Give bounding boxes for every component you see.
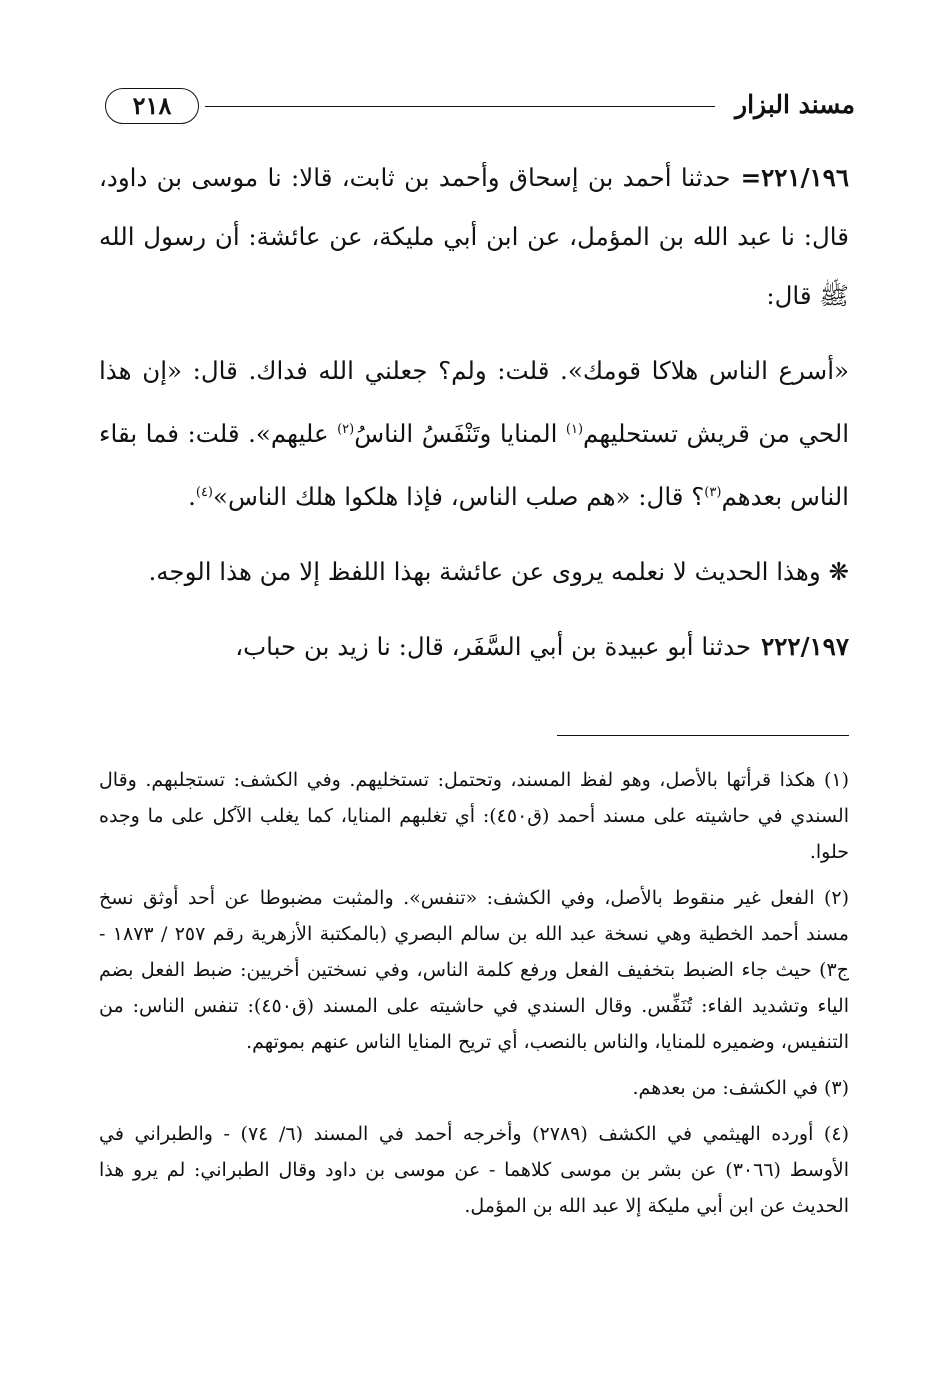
footnote: (٣) في الكشف: من بعدهم.	[632, 1077, 849, 1099]
matn-text: «أسرع الناس هلاكا قومك». قلت: ولم؟ جعلني الله فداك. قال: «إن هذا الحي من قريش تستحليهم	[99, 356, 850, 449]
footnote: (١) هكذا قرأتها بالأصل، وهو لفظ المسند، وتحتمل: تستخليهم. وفي الكشف: تستجلبهم. وقال السندي في حاشيته على مسند أحمد (ق٤٥٠): أي تغلبهم المنايا، كما يغلب الآكل على ما وجده حلوا.	[99, 769, 849, 863]
matn-text: المنايا وتَنْفَسُ الناسُ	[354, 419, 566, 449]
header-rule	[205, 106, 715, 107]
footnote-ref: (٢)	[337, 422, 355, 437]
editor-comment: ❋ وهذا الحديث لا نعلمه يروى عن عائشة بهذا اللفظ إلا من هذا الوجه.	[148, 557, 849, 587]
hadith-number: ٢٢١/١٩٦=	[740, 163, 849, 192]
matn-text: عليهم». قلت: فما بقاء الناس بعدهم	[99, 419, 849, 512]
footnote: (٤) أورده الهيثمي في الكشف (٢٧٨٩) وأخرجه أحمد في المسند (٦/ ٧٤) - والطبراني في الأوسط (٣٠٦٦) عن بشر بن موسى كلاهما - عن موسى بن داود وقال الطبراني: لم يرو هذا الحديث عن ابن أبي مليكة إلا عبد الله بن المؤمل.	[99, 1123, 849, 1217]
main-text	[99, 148, 849, 692]
footnotes	[99, 762, 849, 1234]
footnote-ref: (٣)	[704, 485, 722, 501]
isnad-text: حدثنا أبو عبيدة بن أبي السَّفَر، قال: نا زيد بن حباب،	[235, 632, 752, 662]
footnote-separator	[557, 735, 849, 736]
isnad-text: حدثنا أحمد بن إسحاق وأحمد بن ثابت، قالا: نا موسى بن داود، قال: نا عبد الله بن المؤمل، عن ابن أبي مليكة، عن عائشة: أن رسول الله ﷺ قال:	[99, 163, 849, 310]
book-title: مسند البزار	[735, 90, 855, 119]
page-number: ٢١٨	[105, 88, 199, 124]
hadith-221-matn	[99, 341, 849, 526]
page-header	[105, 88, 855, 130]
footnote-ref: (٤)	[195, 485, 213, 501]
footnote-ref: (١)	[565, 422, 584, 437]
hadith-222	[99, 617, 849, 676]
matn-text: .	[188, 482, 196, 512]
hadith-number: ٢٢٢/١٩٧	[761, 632, 849, 662]
footnote: (٢) الفعل غير منقوط بالأصل، وفي الكشف: «تنفس». والمثبت مضبوطا عن أحد أوثق نسخ مسند أحمد الخطية وهي نسخة عبد الله بن سالم البصري (بالمكتبة الأزهرية رقم ٢٥٧ / ١٨٧٣ - ج٣) حيث جاء الضبط بتخفيف الفعل ورفع كلمة الناس، وفي نسختين أخريين: ضبط الفعل بضم الياء وتشديد الفاء: تُنَفِّس. وقال السندي في حاشيته على المسند (ق٤٥٠): تنفس الناس: من التنفيس، وضميره للمنايا، والناس بالنصب، أي تريح المنايا الناس عنهم بموتهم.	[99, 887, 849, 1053]
hadith-221-isnad	[99, 148, 849, 325]
matn-text: ؟ قال: «هم صلب الناس، فإذا هلكوا هلك الناس»	[213, 482, 705, 512]
